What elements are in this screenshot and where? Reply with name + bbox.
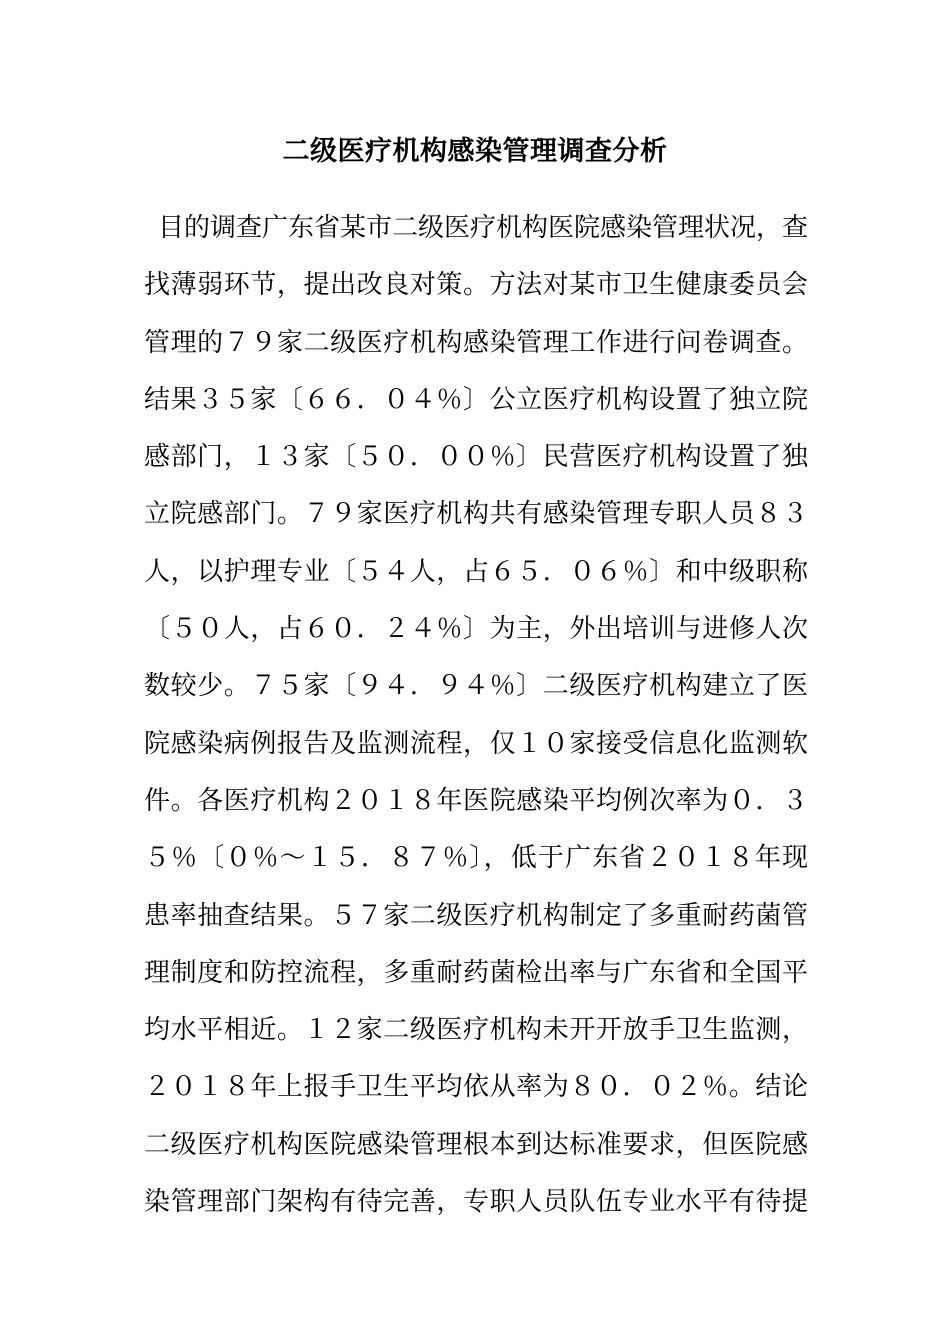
body-line-8: 〔５０人，占６０．２４％〕为主，外出培训与进修人次 [144, 614, 808, 645]
body-line-14: 理制度和防控流程，多重耐药菌检出率与广东省和全国平 [144, 957, 808, 988]
body-line-3: 管理的７９家二级医疗机构感染管理工作进行问卷调查。 [144, 327, 808, 358]
body-line-18: 染管理部门架构有待完善，专职人员队伍专业水平有待提 [144, 1187, 808, 1218]
body-line-9: 数较少。７５家〔９４．９４％〕二级医疗机构建立了医 [144, 671, 808, 702]
body-line-10: 院感染病例报告及监测流程，仅１０家接受信息化监测软 [144, 728, 808, 759]
document-body [144, 200, 808, 1231]
body-line-1: 目的调查广东省某市二级医疗机构医院感染管理状况，查 [158, 213, 809, 243]
body-line-13: 患率抽查结果。５７家二级医疗机构制定了多重耐药菌管 [144, 900, 808, 931]
body-line-2: 找薄弱环节，提出改良对策。方法对某市卫生健康委员会 [144, 270, 808, 301]
body-line-16: ２０１８年上报手卫生平均依从率为８０．０２％。结论 [144, 1072, 808, 1103]
body-line-15: 均水平相近。１２家二级医疗机构未开开放手卫生监测， [144, 1015, 808, 1046]
body-line-12: ５％〔０％～１５．８７％〕，低于广东省２０１８年现 [144, 843, 808, 874]
body-line-4: 结果３５家〔６６．０４％〕公立医疗机构设置了独立院 [144, 384, 808, 415]
body-line-11: 件。各医疗机构２０１８年医院感染平均例次率为０．３ [144, 785, 808, 816]
body-line-7: 人，以护理专业〔５４人，占６５．０６％〕和中级职称 [144, 556, 808, 587]
body-line-17: 二级医疗机构医院感染管理根本到达标准要求，但医院感 [144, 1129, 808, 1160]
body-line-6: 立院感部门。７９家医疗机构共有感染管理专职人员８３ [144, 499, 808, 530]
body-line-5: 感部门，１３家〔５０．００％〕民营医疗机构设置了独 [144, 442, 808, 473]
document-title: 二级医疗机构感染管理调查分析 [282, 136, 668, 167]
